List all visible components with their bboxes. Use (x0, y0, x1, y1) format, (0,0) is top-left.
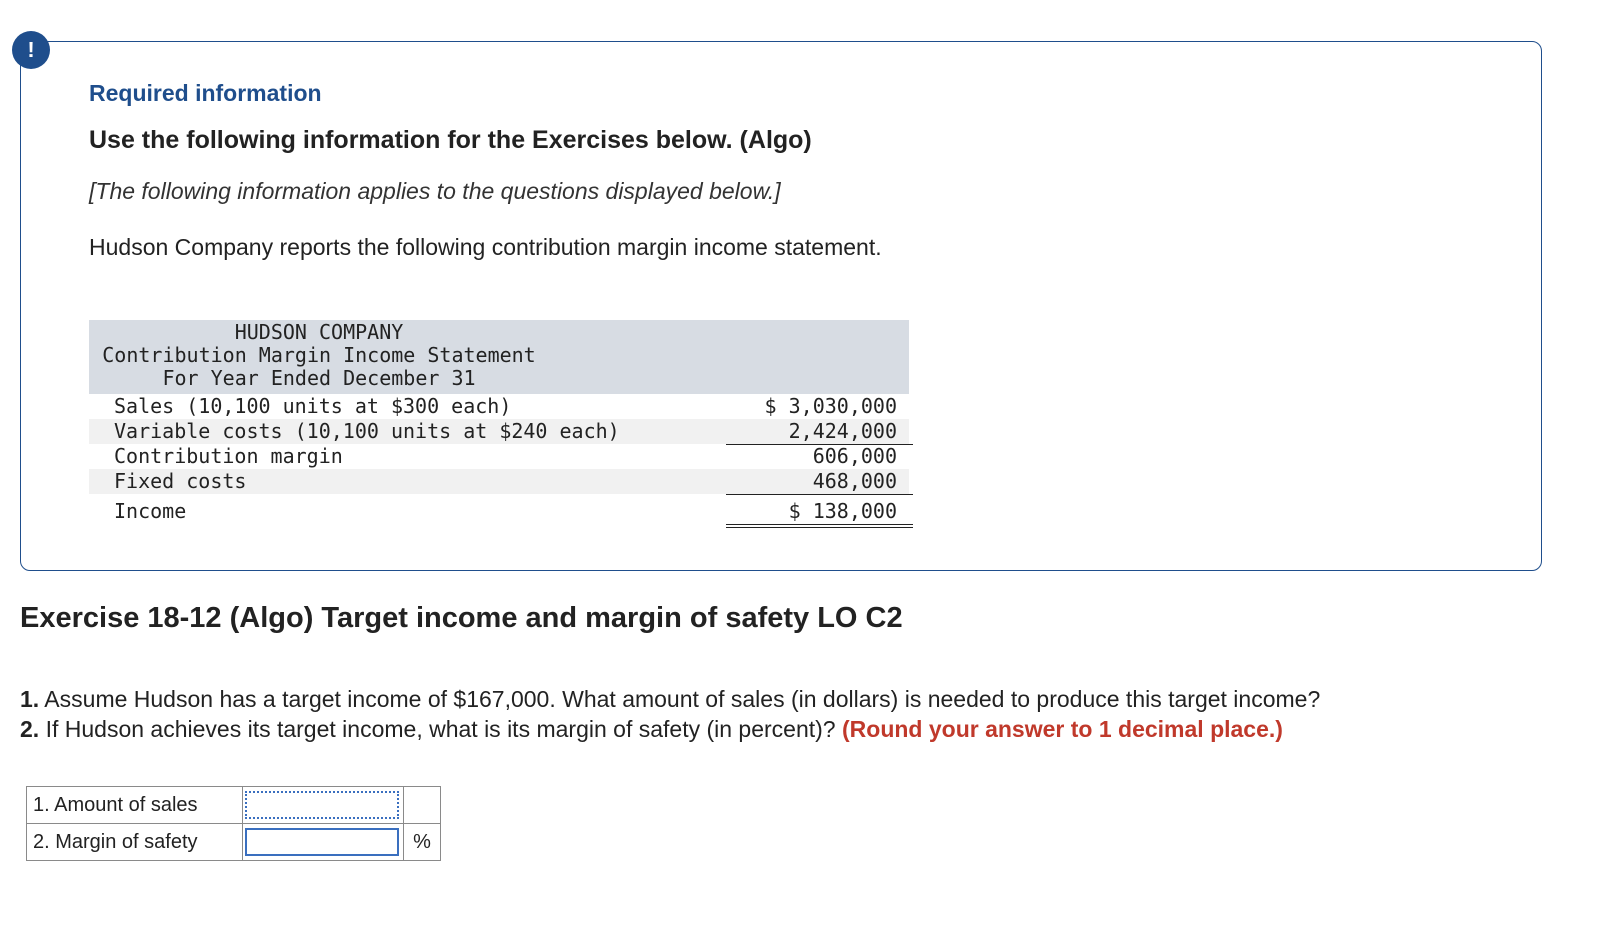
row-label: Fixed costs (114, 469, 247, 493)
row-label: Sales (10,100 units at $300 each) (114, 394, 512, 418)
row-label: Variable costs (10,100 units at $240 each) (114, 419, 620, 443)
required-info-title: Required information (89, 80, 322, 106)
rounding-hint: (Round your answer to 1 decimal place.) (842, 716, 1283, 742)
row-amount: $ 138,000 (726, 499, 913, 528)
statement-period: For Year Ended December 31 (162, 366, 476, 390)
row-amount: 2,424,000 (726, 419, 913, 445)
question-number: 1. (20, 686, 40, 712)
answer-unit (404, 787, 441, 824)
statement-row-variable-costs (89, 419, 909, 444)
question-text: Assume Hudson has a target income of $167,000. What amount of sales (in dollars) is needed to produce this target income? (39, 686, 1321, 712)
row-amount: $ 3,030,000 (764, 394, 897, 418)
statement-title: Contribution Margin Income Statement (102, 343, 536, 367)
exercise-title: Exercise 18-12 (Algo) Target income and margin of safety LO C2 (20, 602, 903, 634)
answer-label: 2. Margin of safety (27, 824, 243, 861)
question-number: 2. (20, 716, 40, 742)
question-1 (20, 686, 1320, 713)
answer-cell (243, 787, 404, 824)
answer-cell (243, 824, 404, 861)
answer-label: 1. Amount of sales (27, 787, 243, 824)
alert-icon: ! (12, 31, 50, 69)
answer-table (26, 786, 441, 861)
income-statement (89, 320, 909, 524)
row-amount: 606,000 (812, 444, 897, 468)
statement-row-sales (89, 394, 909, 419)
applies-note: [The following information applies to the questions displayed below.] (89, 178, 781, 204)
percent-unit: % (404, 824, 441, 861)
statement-header (89, 320, 909, 394)
answer-row-margin-of-safety (27, 824, 441, 861)
statement-row-fixed-costs (89, 469, 909, 494)
amount-of-sales-input[interactable] (245, 791, 399, 819)
question-text: If Hudson achieves its target income, what is its margin of safety (in percent)? (39, 716, 842, 742)
statement-company: HUDSON COMPANY (234, 320, 404, 344)
statement-row-income (89, 499, 909, 524)
margin-of-safety-input[interactable] (245, 828, 399, 856)
row-amount: 468,000 (726, 469, 913, 495)
question-2 (20, 716, 1283, 743)
row-label: Contribution margin (114, 444, 343, 468)
use-following-heading: Use the following information for the Exercises below. (Algo) (89, 126, 812, 154)
answer-row-amount-of-sales (27, 787, 441, 824)
row-label: Income (114, 499, 187, 523)
intro-text: Hudson Company reports the following contribution margin income statement. (89, 234, 882, 260)
statement-row-contribution-margin (89, 444, 909, 469)
